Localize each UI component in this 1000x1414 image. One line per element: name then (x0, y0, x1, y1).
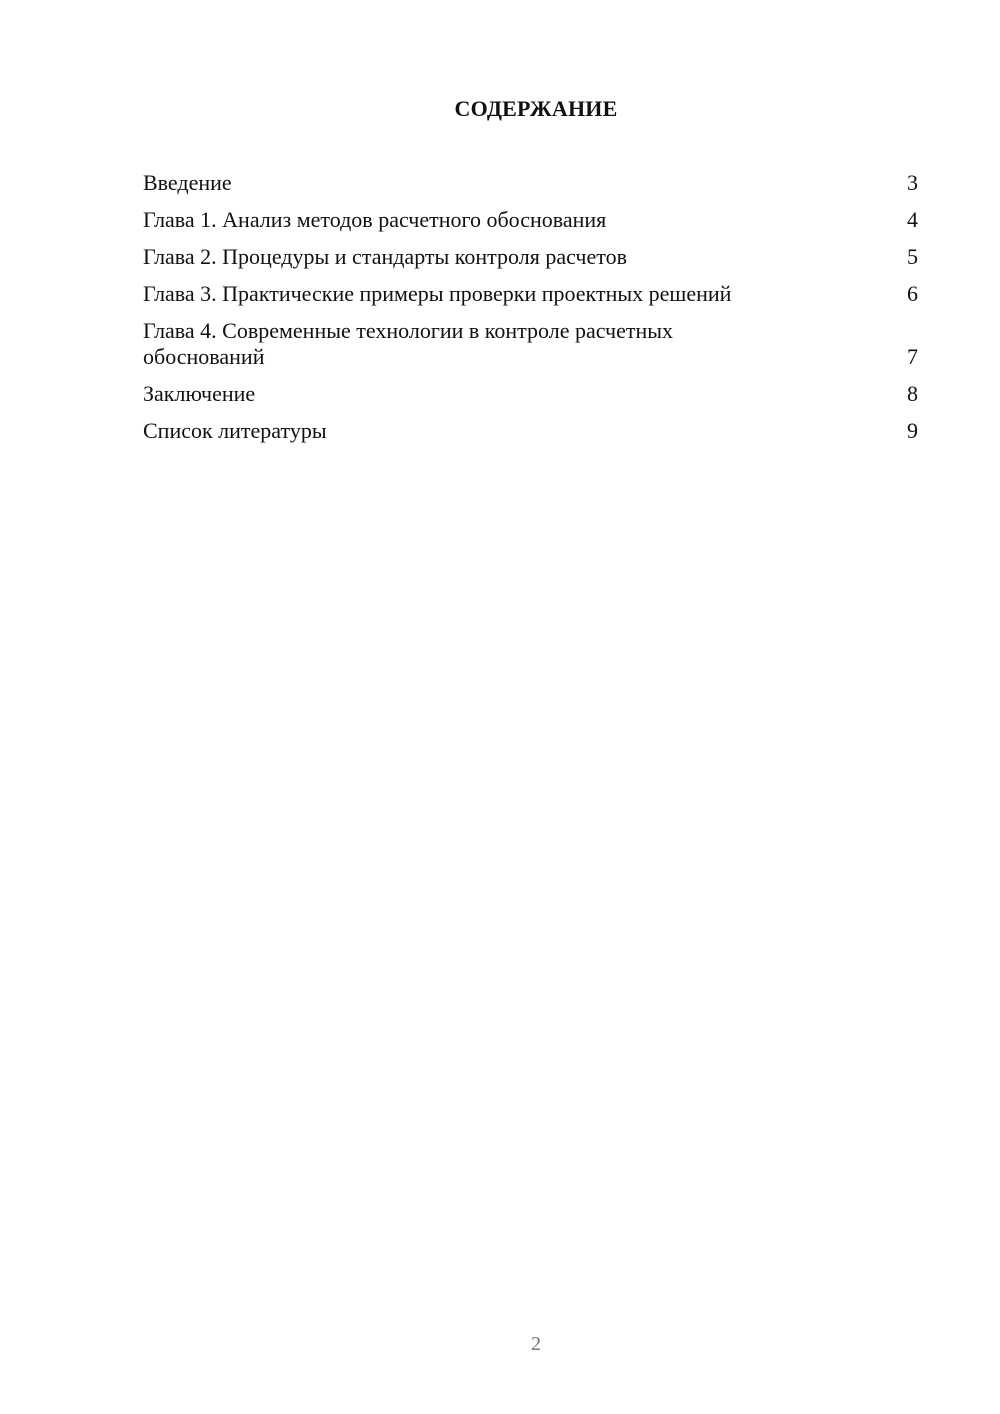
toc-entry-page: 3 (907, 170, 918, 195)
toc-entry-page: 9 (907, 418, 918, 443)
toc-entry-chapter-3 (143, 281, 918, 307)
toc-entry-label: Список литературы (143, 418, 327, 443)
toc-entry-chapter-4 (143, 318, 918, 370)
toc-entry-page: 7 (907, 344, 918, 369)
toc-entry-chapter-1 (143, 207, 918, 233)
toc-entry-page: 8 (907, 381, 918, 406)
toc-entry-label: Глава 1. Анализ методов расчетного обоснования (143, 207, 607, 232)
toc-entry-label: Заключение (143, 381, 256, 406)
toc-entry-label: Глава 4. Современные технологии в контроле расчетных обоснований (143, 318, 674, 369)
toc-entry-page: 4 (907, 207, 918, 232)
table-of-contents (143, 170, 918, 455)
toc-entry-label: Глава 3. Практические примеры проверки проектных решений (143, 281, 732, 306)
toc-entry-chapter-2 (143, 244, 918, 270)
toc-entry-conclusion (143, 381, 918, 407)
toc-entry-bibliography (143, 418, 918, 444)
page-title: СОДЕРЖАНИЕ (454, 96, 618, 121)
toc-entry-introduction (143, 170, 918, 196)
toc-entry-page: 5 (907, 244, 918, 269)
toc-entry-page: 6 (907, 281, 918, 306)
toc-entry-label: Введение (143, 170, 232, 195)
toc-entry-label: Глава 2. Процедуры и стандарты контроля расчетов (143, 244, 627, 269)
page-number: 2 (531, 1333, 541, 1355)
